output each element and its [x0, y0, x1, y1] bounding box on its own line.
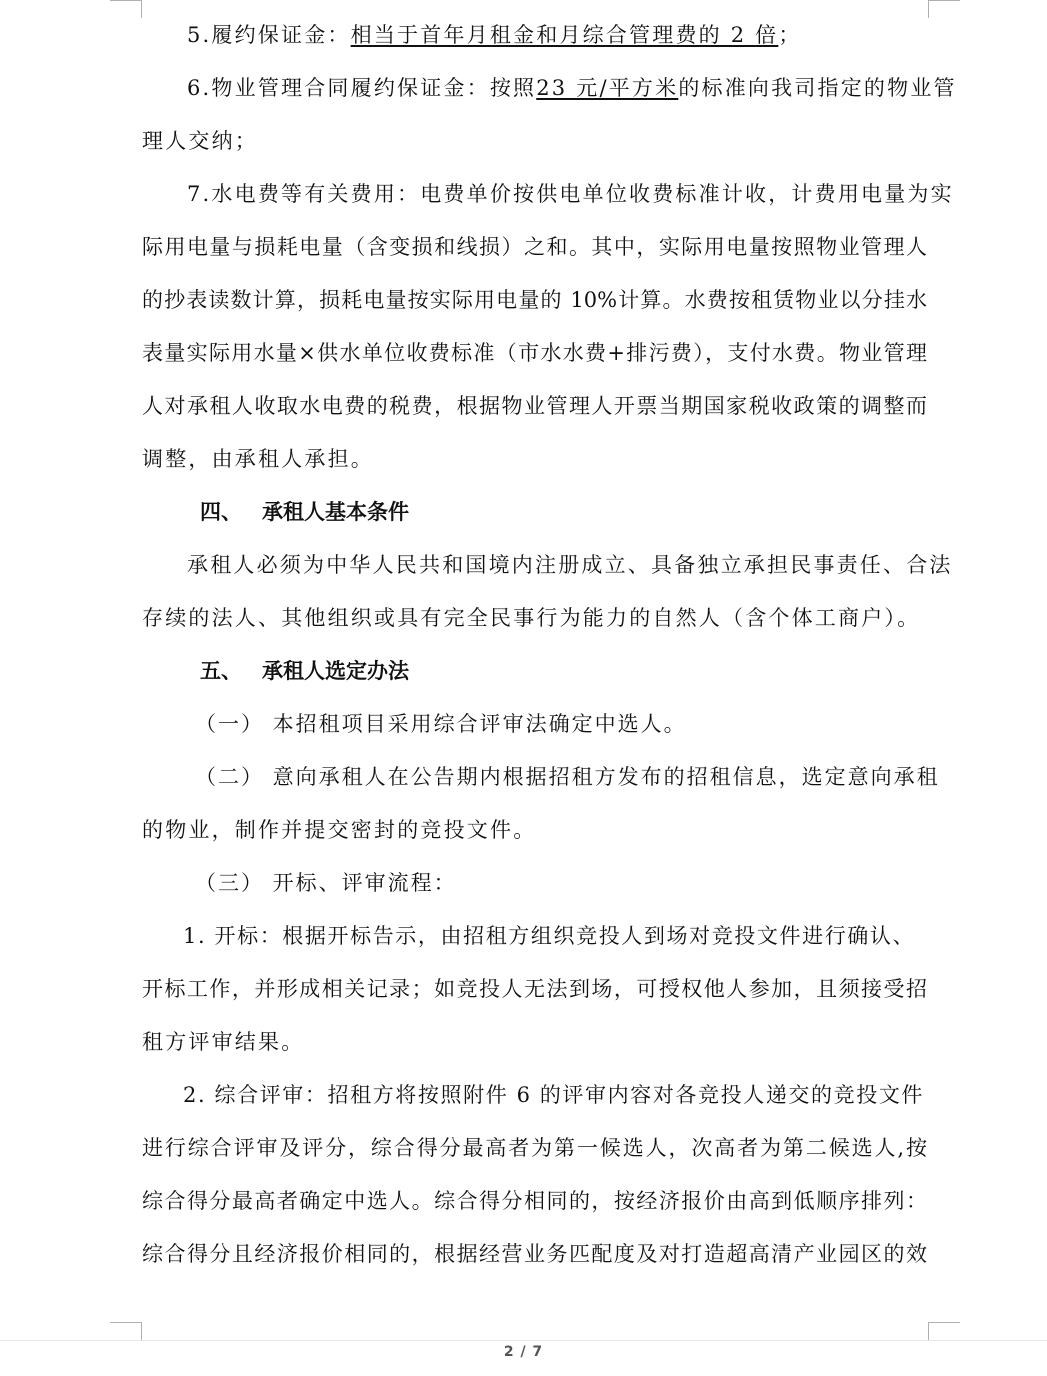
- paragraph-line: 综合得分且经济报价相同的，根据经营业务匹配度及对打造超高清产业园区的效: [142, 1242, 927, 1266]
- paragraph-line: [187, 73, 972, 103]
- text-span: 6.物业管理合同履约保证金：按照: [187, 76, 537, 100]
- paragraph-line: 的物业，制作并提交密封的竞投文件。: [142, 818, 537, 842]
- paragraph-line: 进行综合评审及评分，综合得分最高者为第一候选人，次高者为第二候选人,按: [142, 1136, 927, 1160]
- crop-mark: [110, 0, 141, 1]
- underlined-text: 相当于首年月租金和月综合管理费的 2 倍: [350, 23, 779, 47]
- paragraph-line: 7.水电费等有关费用：电费单价按供电单位收费标准计收，计费用电量为实: [187, 182, 954, 206]
- section-number: 五、: [200, 659, 242, 683]
- paragraph-line: [187, 20, 972, 50]
- section-title: 承租人选定办法: [262, 659, 409, 683]
- text-span: 5.履约保证金：: [187, 23, 351, 47]
- paragraph-line: 承租人必须为中华人民共和国境内注册成立、具备独立承担民事责任、合法: [187, 553, 953, 577]
- crop-mark: [928, 0, 960, 1]
- paragraph-line: （一） 本招租项目采用综合评审法确定中选人。: [195, 712, 687, 736]
- paragraph-line: 开标工作，并形成相关记录；如竞投人无法到场，可授权他人参加，且须接受招: [142, 977, 927, 1001]
- section-heading: [200, 656, 409, 686]
- crop-mark: [141, 0, 142, 18]
- paragraph-line: 综合得分最高者确定中选人。综合得分相同的，按经济报价由高到低顺序排列：: [142, 1189, 927, 1213]
- paragraph-line: 1. 开标：根据开标告示，由招租方组织竞投人到场对竞投文件进行确认、: [183, 924, 916, 948]
- page-number: 2 / 7: [503, 1344, 544, 1360]
- crop-mark: [928, 0, 929, 18]
- paragraph-line: 的抄表读数计算，损耗电量按实际用电量的 10%计算。水费按租赁物业以分挂水: [142, 288, 927, 312]
- section-heading: [200, 497, 409, 527]
- paragraph-line: （二） 意向承租人在公告期内根据招租方发布的招租信息，选定意向承租: [195, 765, 940, 789]
- text-span: 的标准向我司指定的物业管: [678, 76, 957, 100]
- paragraph-line: 2. 综合评审：招租方将按照附件 6 的评审内容对各竞投人递交的竞投文件: [183, 1083, 925, 1107]
- paragraph-line: （三） 开标、评审流程：: [195, 871, 457, 895]
- paragraph-line: 表量实际用水量×供水单位收费标准（市水水费+排污费），支付水费。物业管理: [142, 341, 927, 365]
- crop-mark: [110, 1322, 141, 1323]
- paragraph-line: 际用电量与损耗电量（含变损和线损）之和。其中，实际用电量按照物业管理人: [142, 235, 927, 259]
- text-span: ；: [778, 23, 802, 47]
- paragraph-line: 人对承租人收取水电费的税费，根据物业管理人开票当期国家税收政策的调整而: [142, 394, 927, 418]
- section-title: 承租人基本条件: [262, 500, 409, 524]
- paragraph-line: 调整，由承租人承担。: [142, 447, 374, 471]
- crop-mark: [928, 1322, 960, 1323]
- underlined-text: 23 元/平方米: [536, 76, 679, 100]
- paragraph-line: 存续的法人、其他组织或具有完全民事行为能力的自然人（含个体工商户）。: [142, 606, 921, 630]
- section-number: 四、: [200, 500, 242, 524]
- paragraph-line: 理人交纳；: [142, 129, 258, 153]
- paragraph-line: 租方评审结果。: [142, 1030, 305, 1054]
